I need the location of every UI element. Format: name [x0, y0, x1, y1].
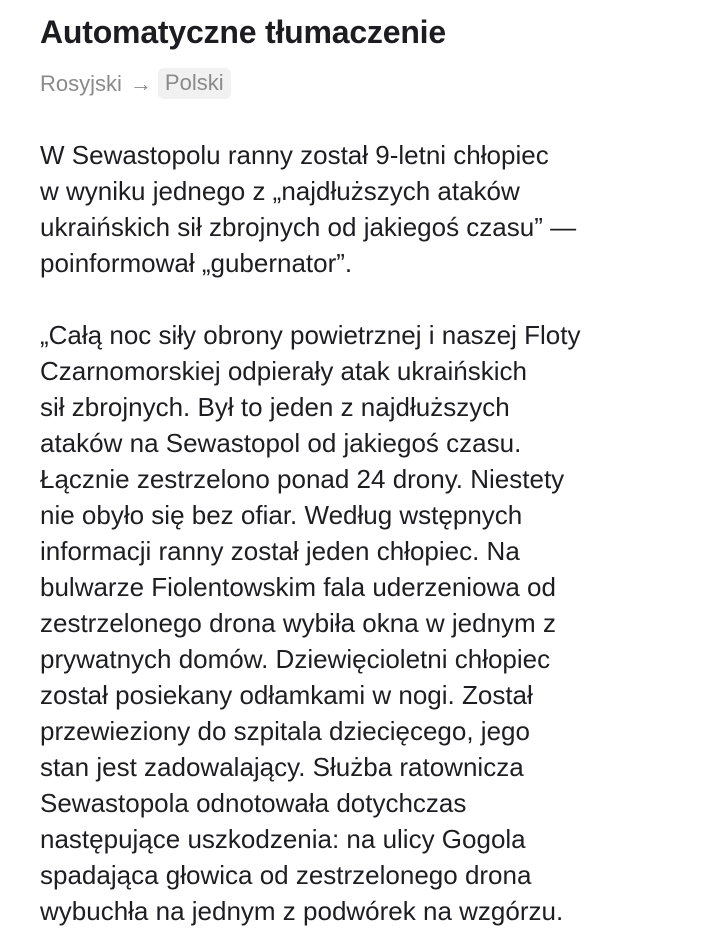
text-line: Sewastopola odnotowała dotychczas: [40, 788, 467, 818]
translated-article: [40, 137, 690, 929]
text-line: w wyniku jednego z „najdłuższych ataków: [40, 176, 520, 206]
text-line: poinformował „gubernator”.: [40, 248, 353, 278]
paragraph-1: [40, 137, 690, 281]
text-line: Czarnomorskiej odpierały atak ukraińskich: [40, 356, 527, 386]
target-language-chip[interactable]: Polski: [158, 68, 231, 99]
text-line: został posiekany odłamkami w nogi. Został: [40, 680, 533, 710]
text-line: następujące uszkodzenia: na ulicy Gogola: [40, 824, 526, 854]
paragraph-2: [40, 317, 690, 929]
arrow-right-icon: →: [129, 70, 152, 96]
text-line: zestrzelonego drona wybiła okna w jednym z: [40, 608, 556, 638]
text-line: wybuchła na jednym z podwórek na wzgórzu.: [40, 896, 564, 926]
text-line: Łącznie zestrzelono ponad 24 drony. Niestety: [40, 464, 565, 494]
text-line: „Całą noc siły obrony powietrznej i naszej Floty: [40, 320, 581, 350]
text-line: sił zbrojnych. Był to jeden z najdłuższych: [40, 392, 510, 422]
page-title: Automatyczne tłumaczenie: [40, 14, 446, 50]
text-line: nie obyło się bez ofiar. Według wstępnych: [40, 500, 523, 530]
language-pair: [40, 68, 231, 99]
text-line: bulwarze Fiolentowskim fala uderzeniowa od: [40, 572, 556, 602]
text-line: ataków na Sewastopol od jakiegoś czasu.: [40, 428, 522, 458]
text-line: spadająca głowica od zestrzelonego drona: [40, 860, 532, 890]
text-line: prywatnych domów. Dziewięcioletni chłopiec: [40, 644, 551, 674]
source-language: Rosyjski: [40, 70, 122, 96]
text-line: stan jest zadowalający. Służba ratownicza: [40, 752, 524, 782]
text-line: informacji ranny został jeden chłopiec. Na: [40, 536, 520, 566]
text-line: W Sewastopolu ranny został 9-letni chłopiec: [40, 140, 549, 170]
text-line: przewieziony do szpitala dziecięcego, jego: [40, 716, 530, 746]
text-line: ukraińskich sił zbrojnych od jakiegoś czasu” —: [40, 212, 577, 242]
